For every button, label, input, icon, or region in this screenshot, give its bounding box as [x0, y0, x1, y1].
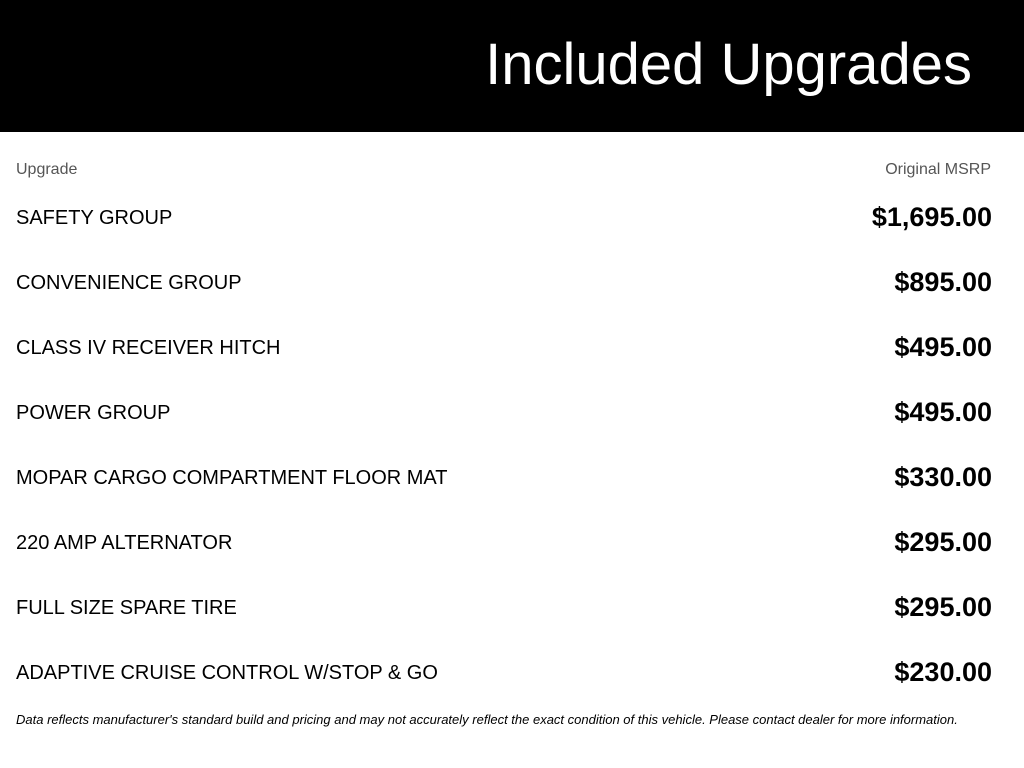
disclaimer-text: Data reflects manufacturer's standard build and pricing and may not accurately reflect the exact condition of this vehicle. Please contact dealer for more information.	[16, 712, 958, 727]
upgrade-name: MOPAR CARGO COMPARTMENT FLOOR MAT	[16, 467, 448, 489]
upgrade-row	[0, 445, 1024, 510]
upgrade-price: $895.00	[894, 267, 992, 297]
upgrade-name: CONVENIENCE GROUP	[16, 272, 242, 294]
upgrade-price: $295.00	[894, 527, 992, 557]
upgrade-price: $295.00	[894, 592, 992, 622]
column-header-msrp: Original MSRP	[885, 161, 991, 178]
upgrade-row	[0, 640, 1024, 705]
upgrade-row	[0, 380, 1024, 445]
upgrade-name: CLASS IV RECEIVER HITCH	[16, 337, 281, 359]
page-title: Included Upgrades	[485, 32, 972, 97]
upgrade-price: $330.00	[894, 462, 992, 492]
upgrade-price: $495.00	[894, 397, 992, 427]
upgrade-row	[0, 185, 1024, 250]
upgrade-name: 220 AMP ALTERNATOR	[16, 532, 233, 554]
upgrade-name: ADAPTIVE CRUISE CONTROL W/STOP & GO	[16, 662, 438, 684]
upgrade-price: $230.00	[894, 657, 992, 687]
column-header-upgrade: Upgrade	[16, 161, 78, 178]
upgrade-name: POWER GROUP	[16, 402, 171, 424]
upgrade-row	[0, 510, 1024, 575]
upgrade-row	[0, 575, 1024, 640]
upgrade-price: $495.00	[894, 332, 992, 362]
upgrades-list	[0, 185, 1024, 705]
upgrade-row	[0, 250, 1024, 315]
upgrade-price: $1,695.00	[871, 202, 992, 232]
upgrade-name: SAFETY GROUP	[16, 207, 173, 229]
upgrade-name: FULL SIZE SPARE TIRE	[16, 597, 237, 619]
page-header	[0, 0, 1024, 132]
upgrade-row	[0, 315, 1024, 380]
